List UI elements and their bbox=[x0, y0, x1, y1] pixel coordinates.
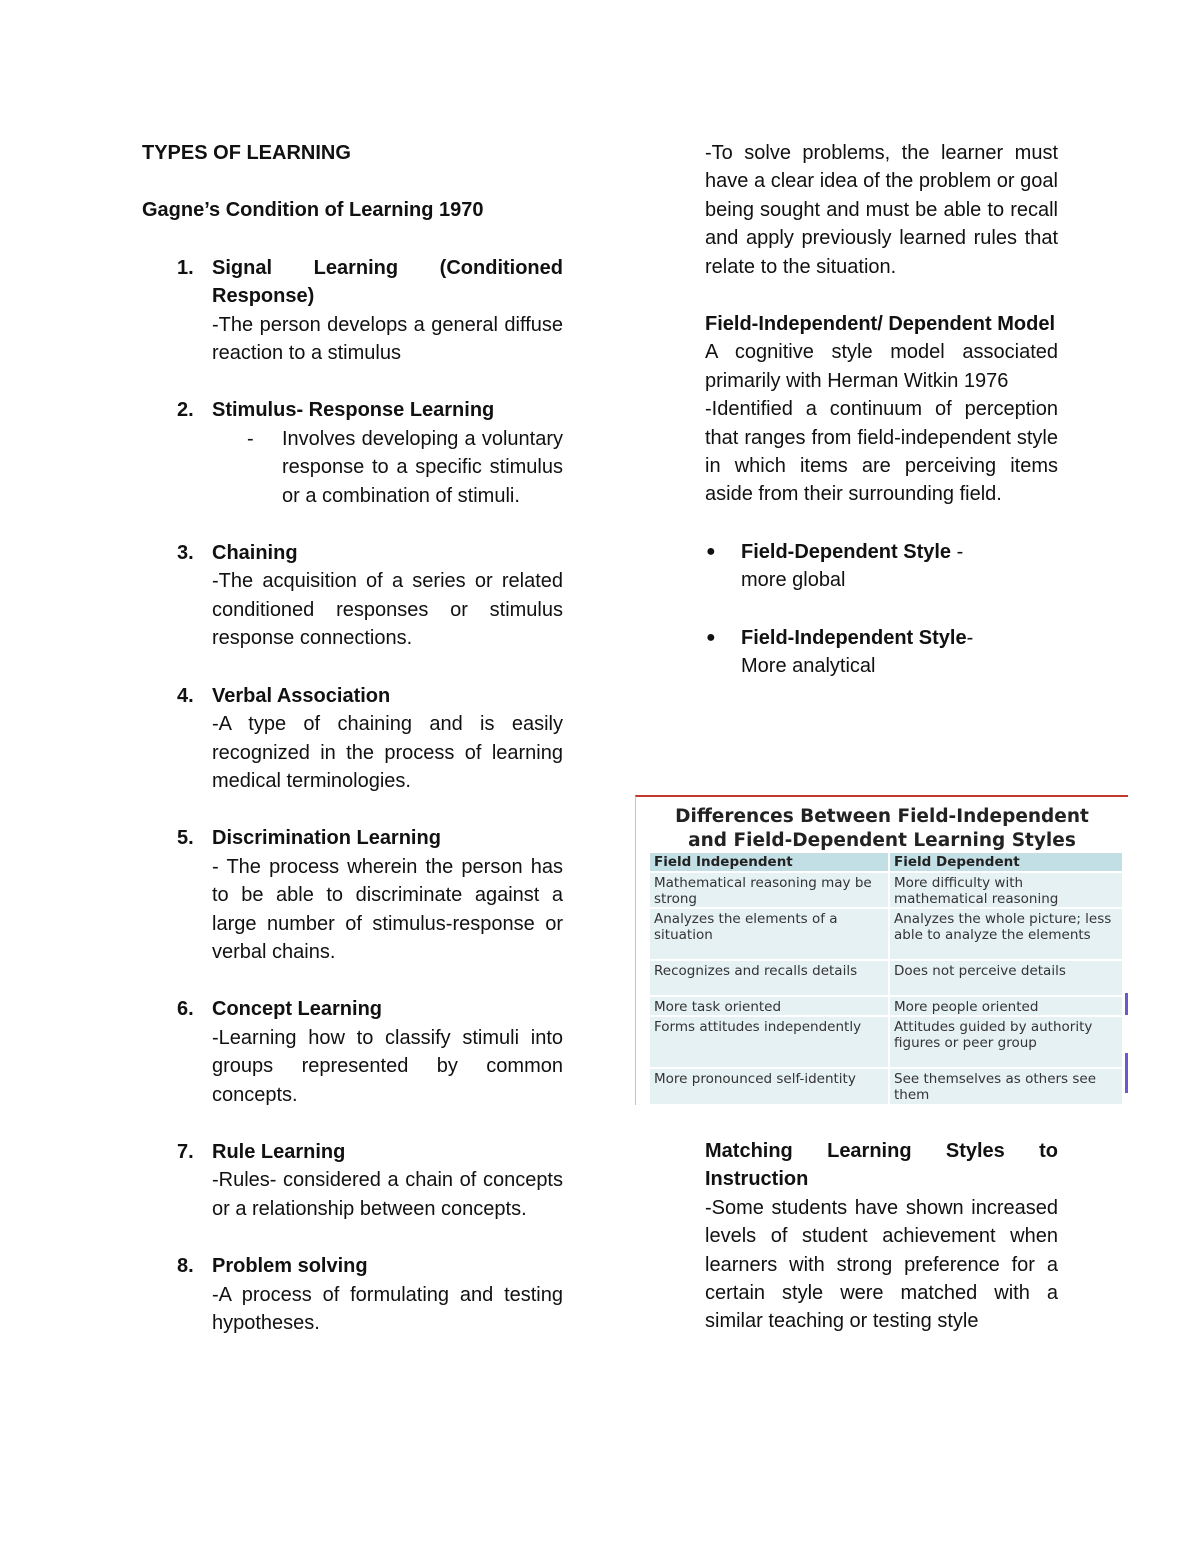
bullet-dot-icon: ● bbox=[706, 628, 716, 646]
item-title: Problem solving bbox=[212, 1255, 368, 1278]
model-title: Field-Independent/ Dependent Model bbox=[705, 313, 1055, 336]
section-subtitle: Gagne’s Condition of Learning 1970 bbox=[142, 199, 484, 222]
table-row bbox=[650, 908, 1122, 960]
item-number: 6. bbox=[177, 998, 194, 1021]
table-row bbox=[650, 872, 1122, 908]
table-cell: See themselves as others see them bbox=[889, 1068, 1122, 1104]
item-description: -The acquisition of a series or related conditioned responses or stimulus response connections. bbox=[212, 570, 563, 650]
table-cell: Attitudes guided by authority figures or peer group bbox=[889, 1016, 1122, 1068]
left-column bbox=[142, 139, 563, 1337]
page-title: TYPES OF LEARNING bbox=[142, 142, 351, 164]
model-continuum: -Identified a continuum of perception that ranges from field-independent style in which items are perceiving items aside from their surrounding field. bbox=[705, 398, 1058, 506]
list-item bbox=[142, 1138, 563, 1223]
table-row bbox=[650, 996, 1122, 1016]
item-description: -Rules- considered a chain of concepts or a relationship between concepts. bbox=[212, 1169, 563, 1220]
column-header: Field Dependent bbox=[889, 853, 1122, 872]
item-title: Chaining bbox=[212, 542, 298, 565]
item-number: 2. bbox=[177, 399, 194, 422]
table-cell: More task oriented bbox=[650, 996, 889, 1016]
bullet-separator: - bbox=[951, 540, 964, 563]
table-cell: More people oriented bbox=[889, 996, 1122, 1016]
list-item bbox=[142, 1252, 563, 1337]
item-number: 8. bbox=[177, 1255, 194, 1278]
dash-bullet: - bbox=[247, 427, 254, 450]
item-description: -The person develops a general diffuse reaction to a stimulus bbox=[212, 313, 563, 365]
table-cell: More pronounced self-identity bbox=[650, 1068, 889, 1104]
item-description: -A process of formulating and testing hypotheses. bbox=[212, 1283, 563, 1334]
comparison-figure bbox=[635, 795, 1128, 1105]
matching-description: -Some students have shown increased levels of student achievement when learners with strong preference for a certain style were matched with a similar teaching or testing style bbox=[705, 1196, 1058, 1333]
item-title: Verbal Association bbox=[212, 684, 391, 707]
matching-section bbox=[705, 1137, 1058, 1336]
item-number: 5. bbox=[177, 827, 194, 850]
comparison-table bbox=[650, 853, 1122, 1104]
item-title: Rule Learning bbox=[212, 1140, 346, 1163]
item-title: Discrimination Learning bbox=[212, 827, 441, 850]
table-cell: Analyzes the elements of a situation bbox=[650, 908, 889, 960]
problem-solving-continued: -To solve problems, the learner must have a clear idea of the problem or goal being sought and must be able to recall and apply previously learned rules that relate to the situation. bbox=[705, 142, 1058, 278]
table-cell: Does not perceive details bbox=[889, 960, 1122, 996]
table-cell: More difficulty with mathematical reasoning bbox=[889, 872, 1122, 908]
item-title: Concept Learning bbox=[212, 998, 383, 1021]
edge-mark bbox=[1125, 1053, 1128, 1093]
figure-title bbox=[636, 797, 1128, 853]
item-description: -Learning how to classify stimuli into groups represented by common concepts. bbox=[212, 1026, 563, 1106]
table-cell: Recognizes and recalls details bbox=[650, 960, 889, 996]
table-cell: Analyzes the whole picture; less able to analyze the elements bbox=[889, 908, 1122, 960]
table-cell: Forms attitudes independently bbox=[650, 1016, 889, 1068]
right-column bbox=[705, 139, 1058, 681]
table-header-row bbox=[650, 853, 1122, 872]
item-number: 1. bbox=[177, 256, 194, 279]
bullet-item bbox=[670, 538, 1058, 595]
table-row bbox=[650, 1016, 1122, 1068]
edge-mark bbox=[1125, 993, 1128, 1015]
bullet-label: Field-Independent Style bbox=[741, 626, 967, 649]
list-item bbox=[142, 824, 563, 966]
column-header: Field Independent bbox=[650, 853, 889, 872]
item-number: 4. bbox=[177, 684, 194, 707]
bullet-item bbox=[670, 624, 1058, 681]
bullet-separator: - bbox=[966, 626, 974, 649]
table-row bbox=[650, 1068, 1122, 1104]
item-description: -A type of chaining and is easily recognized in the process of learning medical terminologies. bbox=[212, 713, 563, 792]
bullet-label: Field-Dependent Style bbox=[741, 540, 952, 563]
list-item bbox=[142, 539, 563, 653]
list-item bbox=[142, 995, 563, 1109]
item-number: 7. bbox=[177, 1140, 194, 1163]
item-description: Involves developing a voluntary response to a specific stimulus or a combination of stimuli. bbox=[282, 427, 563, 507]
list-item bbox=[142, 682, 563, 796]
list-item bbox=[142, 396, 563, 510]
figure-title-line: and Field-Dependent Learning Styles bbox=[688, 830, 1076, 851]
item-title: Stimulus- Response Learning bbox=[212, 399, 495, 422]
model-description: A cognitive style model associated primarily with Herman Witkin 1976 bbox=[705, 341, 1058, 392]
figure-title-line: Differences Between Field-Independent bbox=[675, 806, 1089, 827]
item-description: - The process wherein the person has to be able to discriminate against a large number of stimulus-response or verbal chains. bbox=[212, 855, 563, 963]
table-cell: Mathematical reasoning may be strong bbox=[650, 872, 889, 908]
item-title: Signal Learning (Conditioned Response) bbox=[212, 256, 563, 308]
table-row bbox=[650, 960, 1122, 996]
matching-title: Matching Learning Styles to Instruction bbox=[705, 1140, 1058, 1191]
item-number: 3. bbox=[177, 542, 194, 565]
list-item bbox=[142, 254, 563, 368]
bullet-dot-icon: ● bbox=[706, 542, 716, 560]
bullet-text: More analytical bbox=[741, 655, 876, 678]
bullet-text: more global bbox=[741, 569, 846, 592]
